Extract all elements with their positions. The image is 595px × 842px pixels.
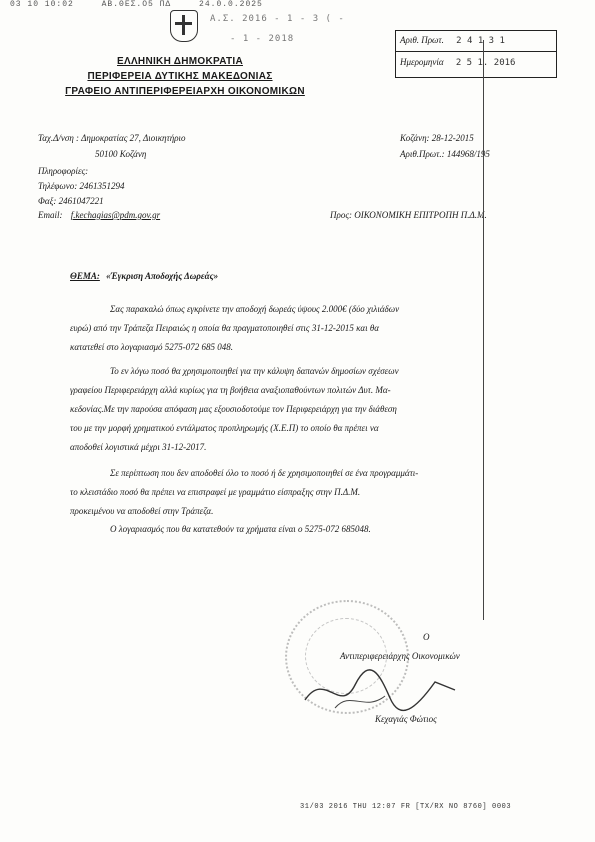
protocol-row — [400, 35, 505, 46]
body-line: κατατεθεί στο λογαριασμό 5275-072 685 048. — [70, 342, 234, 352]
signature-title: Αντιπεριφερειάρχης Οικονομικών — [340, 651, 460, 661]
address-line-1: Ταχ.Δ/νση : Δημοκρατίας 27, Διοικητήριο — [38, 133, 186, 143]
org-line-2: ΠΕΡΙΦΕΡΕΙΑ ΔΥΤΙΚΗΣ ΜΑΚΕΔΟΝΙΑΣ — [87, 71, 273, 82]
recipient: Προς: ΟΙΚΟΝΟΜΙΚΗ ΕΠΙΤΡΟΠΗ Π.Δ.Μ. — [330, 210, 487, 220]
subject — [70, 271, 218, 281]
handwritten-note: - 1 - 2018 — [230, 34, 295, 44]
fax-header-segment: ΑΒ.ΘΕΣ.Ο5 ΠΔ — [101, 0, 172, 9]
body-line: προκειμένου να αποδοθεί στην Τράπεζα. — [70, 506, 214, 516]
protocol-date-label: Ημερομηνία — [400, 57, 444, 67]
handwritten-note: Α.Σ. 2016 - 1 - 3 ( - — [210, 14, 345, 24]
body-line: κεδονίας.Με την παρούσα απόφαση μας εξουσιοδοτούμε τον Περιφερειάρχη για την διάθεση — [70, 404, 397, 414]
body-paragraph-1 — [70, 300, 542, 357]
info-label: Πληροφορίες: — [38, 166, 89, 176]
fax-header-segment: 03 10 10:02 — [10, 0, 74, 9]
body-line: αποδοθεί λογιστικά μέχρι 31-12-2017. — [70, 442, 207, 452]
protocol-stamp-box — [395, 30, 557, 78]
fax-header — [10, 0, 570, 9]
body-paragraph-3 — [70, 464, 542, 521]
signature-name: Κεχαγιάς Φώτιος — [375, 714, 437, 724]
protocol-row — [400, 57, 515, 68]
body-line: Σας παρακαλώ όπως εγκρίνετε την αποδοχή δωρεάς ύψους 2.000€ (δύο χιλιάδων — [110, 304, 400, 314]
email-label: Email: — [38, 210, 63, 220]
subject-text: «Έγκριση Αποδοχής Δωρεάς» — [106, 271, 219, 281]
body-line: Ο λογαριασμός που θα κατατεθούν τα χρήματα είναι ο 5275-072 685048. — [110, 524, 371, 534]
document-date: Κοζάνη: 28-12-2015 — [400, 133, 474, 143]
body-line: Σε περίπτωση που δεν αποδοθεί όλο το ποσό ή δε χρησιμοποιηθεί σε ένα προγραμμάτι- — [110, 468, 419, 478]
email-line — [38, 210, 160, 220]
signature-prefix: Ο — [423, 632, 430, 642]
body-paragraph-2 — [70, 362, 542, 457]
body-line: Το εν λόγω ποσό θα χρησιμοποιηθεί για την κάλυψη δαπανών δημοσίων σχέσεων — [110, 366, 399, 376]
body-line: ευρώ) από την Τράπεζα Πειραιώς η οποία θα πραγματοποιηθεί στις 31-12-2015 και θα — [70, 323, 380, 333]
fax-header-segment: 24.0.0.2025 — [199, 0, 263, 9]
greek-emblem-icon — [170, 10, 198, 42]
email-link[interactable]: f.kechagias@pdm.gov.gr — [70, 210, 161, 220]
fax-footer: 31/03 2016 THU 12:07 FR [TX/RX NO 8760] 0003 — [300, 803, 512, 811]
phone-number: Τηλέφωνο: 2461351294 — [38, 181, 125, 191]
protocol-date-value: 2 5 1. 2016 — [455, 58, 516, 68]
body-paragraph-4 — [70, 520, 542, 539]
address-line-2: 50100 Κοζάνη — [95, 149, 147, 159]
handwritten-signature — [295, 660, 465, 720]
org-line-1: ΕΛΛΗΝΙΚΗ ΔΗΜΟΚΡΑΤΙΑ — [117, 56, 243, 67]
document-protocol: Αριθ.Πρωτ.: 144968/195 — [400, 149, 490, 159]
fax-number: Φαξ: 2461047221 — [38, 196, 104, 206]
body-line: του με την μορφή χρηματικού εντάλματος προπληρωμής (Χ.Ε.Π) το οποίο θα πρέπει να — [70, 423, 379, 433]
protocol-number-label: Αριθ. Πρωτ. — [400, 35, 444, 45]
protocol-number-value: 2 4 1 3 1 — [456, 36, 505, 46]
body-line: γραφείου Περιφερειάρχη αλλά κυρίως για τη βοήθεια αναξιοπαθούντων πολιτών Δυτ. Μα- — [70, 385, 391, 395]
body-line: το κλειστάδιο ποσό θα πρέπει να επιστραφεί με γραμμάτιο είσπραξης στην Π.Δ.Μ. — [70, 487, 361, 497]
divider — [396, 51, 556, 52]
subject-label: ΘΕΜΑ: — [70, 271, 100, 281]
org-line-3: ΓΡΑΦΕΙΟ ΑΝΤΙΠΕΡΙΦΕΡΕΙΑΡΧΗ ΟΙΚΟΝΟΜΙΚΩΝ — [65, 86, 305, 97]
